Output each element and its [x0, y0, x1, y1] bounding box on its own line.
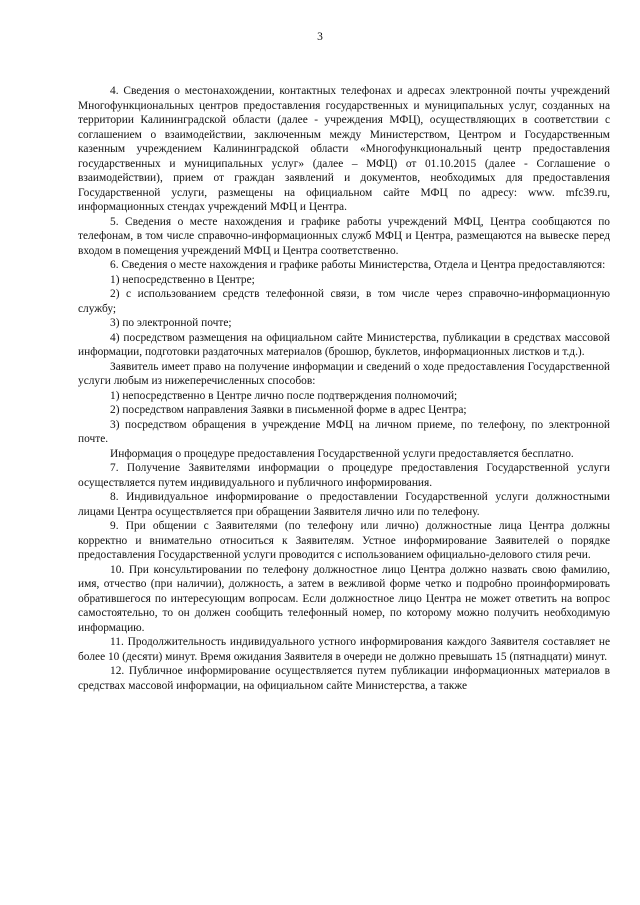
list-item: 3) посредством обращения в учреждение МФЦ на личном приеме, по телефону, по электронной почте.: [78, 418, 610, 445]
paragraph-10: 10. При консультировании по телефону должностное лицо Центра должно назвать свою фамилию, имя, отчество (при наличии), должность, а затем в вежливой форме четко и подробно проинформировать обратившегося по интересующим вопросам. Если должностное лицо Центра не может ответить на вопрос самостоятельно, то он должен сообщить телефонный номер, по которому можно получить необходимую информацию.: [78, 563, 610, 634]
list-item: 1) непосредственно в Центре;: [110, 273, 255, 286]
paragraph-5: 5. Сведения о месте нахождения и графике работы учреждений МФЦ, Центра сообщаются по телефонам, в том числе справочно-информационных служб МФЦ и Центра, размещаются на вывеске перед входом в помещения учреждений МФЦ и Центра соответственно.: [78, 215, 610, 257]
paragraph-12: 12. Публичное информирование осуществляется путем публикации информационных материалов в средствах массовой информации, на официальном сайте Министерства, а также: [78, 665, 610, 692]
paragraph-7: 7. Получение Заявителями информации о процедуре предоставления Государственной услуги осуществляется путем индивидуального и публичного информирования.: [78, 462, 610, 489]
applicant-rights-paragraph: Заявитель имеет право на получение информации и сведений о ходе предоставления Государственной услуги любым из нижеперечисленных способов:: [78, 360, 610, 387]
paragraph-8: 8. Индивидуальное информирование о предоставлении Государственной услуги должностными лицами Центра осуществляется при обращении Заявителя лично или по телефону.: [78, 491, 610, 518]
list-item: 2) посредством направления Заявки в письменной форме в адрес Центра;: [110, 404, 467, 416]
list-item: 3) по электронной почте;: [110, 317, 232, 329]
paragraph-6: 6. Сведения о месте нахождения и графике работы Министерства, Отдела и Центра предоставляются:: [110, 259, 606, 271]
paragraph-9: 9. При общении с Заявителями (по телефону или лично) должностные лица Центра должны корректно и внимательно относиться к Заявителям. Устное информирование Заявителей о порядке предоставления Государственной услуги проводится с использованием официально-делового стиля речи.: [78, 520, 610, 561]
list-item: 2) с использованием средств телефонной связи, в том числе через справочно-информационную службу;: [78, 288, 610, 315]
list-item: 1) непосредственно в Центре лично после подтверждения полномочий;: [110, 389, 458, 402]
paragraph-11: 11. Продолжительность индивидуального устного информирования каждого Заявителя составляет не более 10 (десяти) минут. Время ожидания Заявителя в очереди не должно превышать 15 (пятнадцати) минут.: [78, 636, 610, 663]
list-item: 4) посредством размещения на официальном сайте Министерства, публикации в средствах массовой информации, подготовки раздаточных материалов (брошюр, буклетов, информационных листков и т.д.).: [78, 331, 610, 358]
free-of-charge-paragraph: Информация о процедуре предоставления Государственной услуги предоставляется бесплатно.: [110, 447, 574, 460]
paragraph-4: 4. Сведения о местонахождении, контактных телефонах и адресах электронной почты учреждений Многофункциональных центров предоставления государственных и муниципальных услуг, созданных на территории Калининградской области (далее - учреждения МФЦ), осуществляющих в соответствии с соглашением о взаимодействии, заключенным между Министерством, Центром и Государственным казенным учреждением Калининградской области «Многофункциональный центр предоставления государственных и муниципальных услуг» (далее – МФЦ) от 01.10.2015 (далее - Соглашение о взаимодействии), прием от граждан заявлений и документов, необходимых для предоставления Государственной услуги, размещены на официальном сайте МФЦ по адресу: www. mfc39.ru, информационных стендах учреждений МФЦ и Центра.: [78, 85, 610, 213]
page-number: 3: [317, 31, 323, 43]
document-body: [78, 84, 610, 693]
